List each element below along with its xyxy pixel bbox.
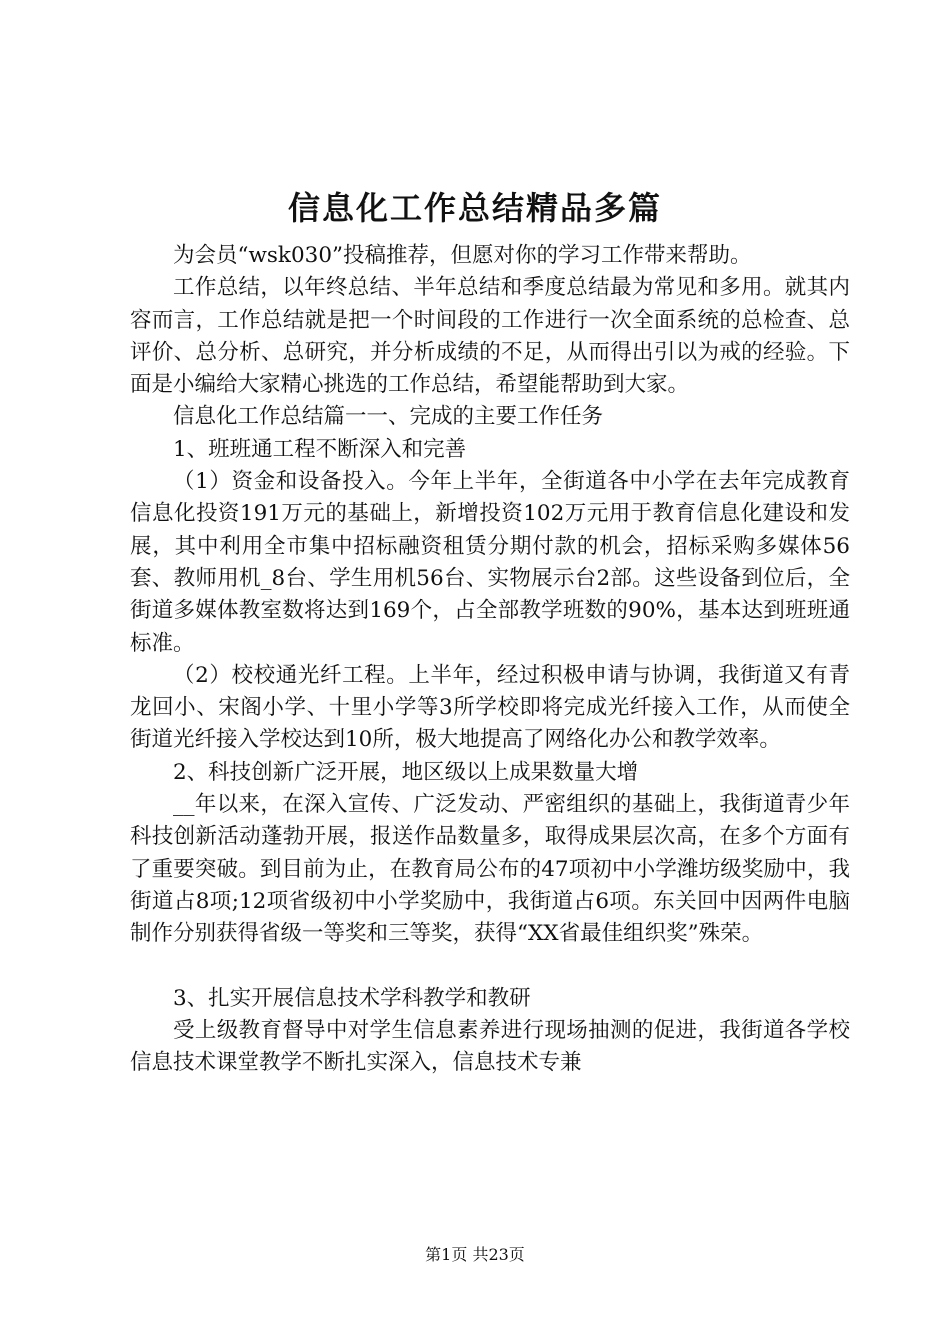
paragraph-it-teaching: 受上级教育督导中对学生信息素养进行现场抽测的促进，我街道各学校信息技术课堂教学不断扎实深入，信息技术专兼 bbox=[130, 1017, 850, 1076]
subheading-item-3: 3、扎实开展信息技术学科教学和教研 bbox=[173, 985, 531, 1011]
paragraph-funding-equipment: （1）资金和设备投入。今年上半年，全街道各中小学在去年完成教育信息化投资191万元的基础上，新增投资102万元用于教育信息化建设和发展，其中利用全市集中招标融资租赁分期付款的机会，招标采购多媒体56套、教师用机_8台、学生用机56台、实物展示台2部。这些设备到位后，全街道多媒体教室数将达到169个，占全部教学班数的90%，基本达到班班通标准。 bbox=[130, 469, 850, 656]
document-body bbox=[130, 240, 850, 1079]
paragraph-science-innovation: __年以来，在深入宣传、广泛发动、严密组织的基础上，我街道青少年科技创新活动蓬勃开展，报送作品数量多，取得成果层次高，在多个方面有了重要突破。到目前为止，在教育局公布的47项初中小学潍坊级奖励中，我街道占8项;12项省级初中小学奖励中，我街道占6项。东关回中因两件电脑制作分别获得省级一等奖和三等奖，获得“XX省最佳组织奖”殊荣。 bbox=[130, 792, 850, 947]
page-footer: 第1页 共23页 bbox=[425, 1245, 525, 1264]
paragraph-intro: 为会员“wsk030”投稿推荐，但愿对你的学习工作带来帮助。 bbox=[173, 243, 752, 268]
paragraph-fiber-project: （2）校校通光纤工程。上半年，经过积极申请与协调，我街道又有青龙回小、宋阁小学、十里小学等3所学校即将完成光纤接入工作，从而使全街道光纤接入学校达到10所，极大地提高了网络化办公和教学效率。 bbox=[130, 662, 850, 753]
document-title: 信息化工作总结精品多篇 bbox=[287, 189, 662, 227]
subheading-item-2: 2、科技创新广泛开展，地区级以上成果数量大增 bbox=[173, 759, 639, 785]
subheading-item-1: 1、班班通工程不断深入和完善 bbox=[173, 436, 467, 462]
section-heading-part-one: 信息化工作总结篇一一、完成的主要工作任务 bbox=[173, 404, 604, 430]
paragraph-summary-definition: 工作总结，以年终总结、半年总结和季度总结最为常见和多用。就其内容而言，工作总结就是把一个时间段的工作进行一次全面系统的总检查、总评价、总分析、总研究，并分析成绩的不足，从而得出引以为戒的经验。下面是小编给大家精心挑选的工作总结，希望能帮助到大家。 bbox=[130, 275, 850, 398]
